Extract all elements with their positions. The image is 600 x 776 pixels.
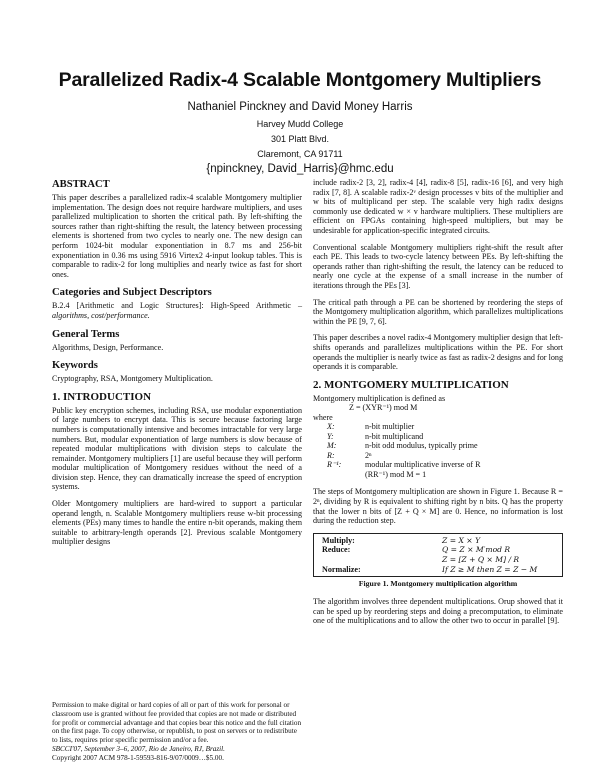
figure-caption: Figure 1. Montgomery multiplication algorithm	[358, 579, 518, 589]
paper-title: Parallelized Radix-4 Scalable Montgomery Multipliers	[58, 69, 542, 91]
categories-heading: Categories and Subject Descriptors	[52, 287, 212, 299]
address-line-1: 301 Platt Blvd.	[270, 134, 330, 144]
steps-paragraph: The steps of Montgomery multiplication are shown in Figure 1. Because R = 2ⁿ, dividing by R is equivalent to shifting right by n bits. Q has the property that the lower n bits of [Z + Q × M] are 0. Hence, no information is lost during the reduction step.	[313, 487, 563, 526]
definition-list	[313, 422, 563, 480]
where-label: where	[313, 412, 333, 422]
permission-text: Permission to make digital or hard copies of all or part of this work for personal or classroom use is granted without fee provided that copies are not made or distributed for profit or commercial advantage and that copies bear this notice and the full citation on the first page. To copy otherwise, or republish, to post on servers or to redistribute to lists, requires prior specific permission and/or a fee.	[52, 701, 302, 745]
keywords-heading: Keywords	[52, 360, 98, 372]
algorithm-row: Reduce: Q = Z × M′mod R	[322, 545, 511, 555]
definition-item: Y: n-bit multiplicand	[327, 431, 424, 441]
general-terms-text: Algorithms, Design, Performance.	[52, 342, 164, 352]
copyright-text: Copyright 2007 ACM 978-1-59593-816-9/07/0009…$5.00.	[52, 753, 224, 762]
algorithm-row: Multiply: Z = X × Y	[322, 535, 481, 545]
author-email: {npinckney, David_Harris}@hmc.edu	[206, 163, 394, 175]
intro-paragraph-1: Public key encryption schemes, including RSA, use modular exponentiation of large numbers to encrypt data. This is secure because factoring large numbers is computationally intensive and becomes intractable for very large numbers. But, modular exponentiation of large numbers is slow because of repeated modular multiplications with division steps to calculate the remainder. Montgomery multipliers [1] are useful because they will perform modular multiplication of Montgomery residues without the need of a division step. Hence, they can dramatically increase the speed of encryption systems.	[52, 405, 302, 492]
right-paragraph-2: Conventional scalable Montgomery multipliers right-shift the result after each PE. This leads to two-cycle latency between PEs. By left-shifting the operands rather than right-shifting the result, the latency can be reduced to nearly one cycle at the expense of a small increase in the number of iterations through the PEs [3].	[313, 242, 563, 290]
abstract-heading: ABSTRACT	[52, 179, 110, 190]
keywords-text: Cryptography, RSA, Montgomery Multiplication.	[52, 374, 213, 384]
algorithm-figure-box	[313, 533, 563, 577]
intro-paragraph-2: Older Montgomery multipliers are hard-wired to support a particular operand length, n. Scalable Montgomery multipliers reuse w-bit processing elements (PEs) many times to handle the entire n-bit operands, making them suitable to arbitrary-length operands [2]. Previous scalable Montgomery multiplier designs	[52, 499, 302, 547]
categories-text	[52, 301, 302, 320]
definition-item: R⁻¹: modular multiplicative inverse of R	[327, 460, 481, 470]
definition-item: M: n-bit odd modulus, typically prime	[327, 441, 478, 451]
author-block	[0, 100, 600, 176]
right-paragraph-1: include radix-2 [3, 2], radix-4 [4], radix-8 [5], radix-16 [6], and very high radix [7, 8]. A scalable radix-2ᵛ design processes v bits of the multiplier and w bits of multiplicand per step. The scalable very high radix designs commonly use dedicated w × v hardware multipliers. These multipliers are efficient on FPGAs containing high-speed multipliers, but may be undesirable for application-specific integrated circuits.	[313, 178, 563, 235]
permission-notice	[52, 701, 302, 763]
intro-heading: 1. INTRODUCTION	[52, 390, 152, 403]
mm-equation: Z = (XYR⁻¹) mod M	[349, 403, 418, 413]
definition-item: (RR⁻¹) mod M = 1	[365, 469, 427, 479]
right-paragraph-4: This paper describes a novel radix-4 Montgomery multiplier design that left-shifts operands and parallelizes multiplications within the PE. For short operands the multiplier is nearly twice as fast as radix-2 designs and for long operands it is comparable.	[313, 333, 563, 372]
general-terms-heading: General Terms	[52, 328, 120, 340]
affiliation: Harvey Mudd College	[256, 119, 344, 129]
final-paragraph: The algorithm involves three dependent multiplications. Orup showed that it can be sped up by reordering steps and doing a precomputation, to eliminate one of the multiplications and to allow the other two to occur in parallel [9].	[313, 597, 563, 626]
right-paragraph-3: The critical path through a PE can be shortened by reordering the steps of the Montgomery multiplication algorithm, which parallelizes multiplications within the PE [9, 7, 6].	[313, 297, 563, 326]
venue-text: SBCCI'07, September 3–6, 2007, Rio de Janeiro, RJ, Brazil.	[52, 744, 225, 753]
algorithm-row: Z = [Z + Q × M] / R	[442, 555, 520, 565]
abstract-text: This paper describes a parallelized radix-4 scalable Montgomery multiplier implementation. The design does not require hardware multipliers, and uses parallelized multiplication to shorten the critical path. By left-shifting the sources rather than right-shifting the result, the latency between processing elements is shortened from two cycles to nearly one. The new design can perform 1024-bit modular exponentiation in 8.7 ms and 256-bit exponentiation in 0.36 ms using 5916 Virtex2 4-input lookup tables. This is comparable to radix-2 for long multiplies and nearly twice as fast for short ones.	[52, 193, 302, 279]
algorithm-row: Normalize: If Z ≥ M then Z = Z − M	[322, 564, 538, 574]
definition-item: X: n-bit multiplier	[327, 421, 415, 431]
categories-italic: algorithms, cost/performance.	[52, 310, 150, 320]
definition-item: R: 2ⁿ	[327, 450, 372, 460]
mm-definition-intro: Montgomery multiplication is defined as	[313, 393, 446, 403]
left-column	[52, 178, 302, 554]
section-2-heading: 2. MONTGOMERY MULTIPLICATION	[313, 378, 509, 391]
address-line-2: Claremont, CA 91711	[257, 149, 343, 159]
categories-main: B.2.4 [Arithmetic and Logic Structures]: High-Speed Arithmetic –	[52, 301, 302, 311]
author-names: Nathaniel Pinckney and David Money Harris	[187, 101, 413, 113]
right-column	[313, 178, 563, 633]
